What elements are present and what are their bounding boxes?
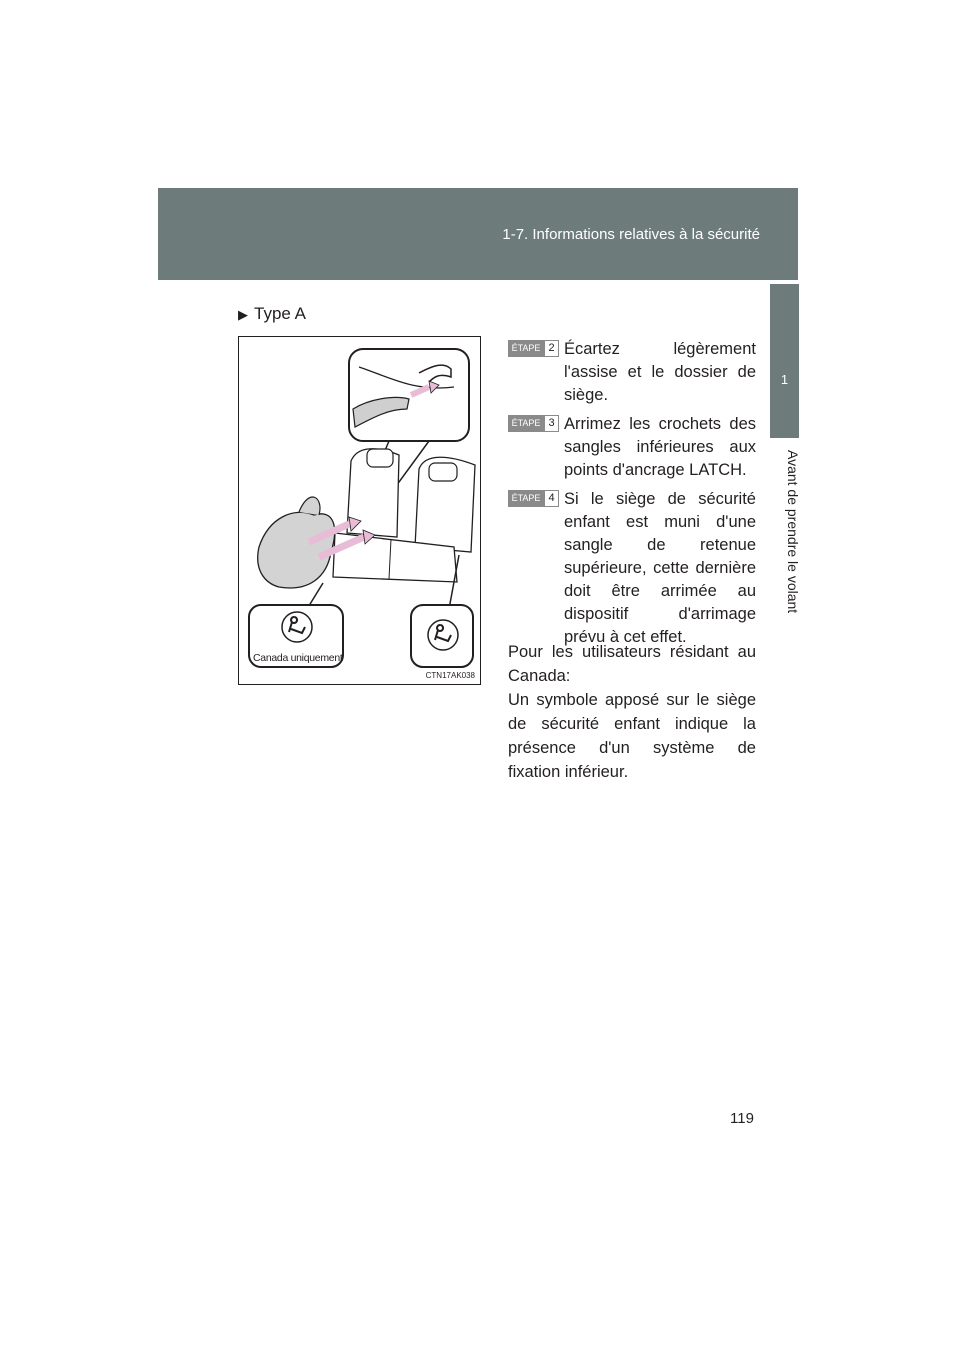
step-item [508,488,756,649]
step-badge-number: 3 [544,415,559,432]
triangle-bullet-icon: ▶ [238,307,248,322]
canada-intro: Pour les utilisateurs résidant au Canada: [508,643,756,685]
step-text: Arrimez les crochets des sangles inférieures aux points d'ancrage LATCH. [564,415,756,479]
canada-text: Un symbole apposé sur le siège de sécurité enfant indique la présence d'un système de fixation inférieur. [508,691,756,781]
step-badge-number: 2 [544,340,559,357]
type-heading [238,304,306,324]
steps-list [508,338,756,655]
canada-note [508,640,756,784]
section-header [158,188,798,280]
chapter-tab [770,284,799,438]
step-badge [508,415,559,432]
step-item [508,338,756,407]
step-badge [508,340,559,357]
child-seat-anchor-icon [428,620,458,650]
section-title: 1-7. Informations relatives à la sécurité [502,226,760,243]
seat-drawing [239,337,480,684]
figure-code: CTN17AK038 [425,671,475,680]
step-text: Si le siège de sécurité enfant est muni d'une sangle de retenue supérieure, cette dernière doit être arrimée au dispositif d'arrimage prévu à cet effet. [564,490,756,646]
step-item [508,413,756,482]
chapter-number: 1 [780,372,789,387]
type-heading-label: Type A [254,304,306,323]
step-badge-word: ÉTAPE [508,490,544,507]
step-text: Écartez légèrement l'assise et le dossier de siège. [564,340,756,404]
step-badge-word: ÉTAPE [508,340,544,357]
step-badge-number: 4 [544,490,559,507]
chapter-title: Avant de prendre le volant [785,450,801,614]
step-badge [508,490,559,507]
seat-illustration [238,336,481,685]
step-badge-word: ÉTAPE [508,415,544,432]
child-seat-anchor-icon [282,612,312,642]
page-number: 119 [730,1110,754,1127]
canada-only-caption: Canada uniquement [253,652,343,664]
